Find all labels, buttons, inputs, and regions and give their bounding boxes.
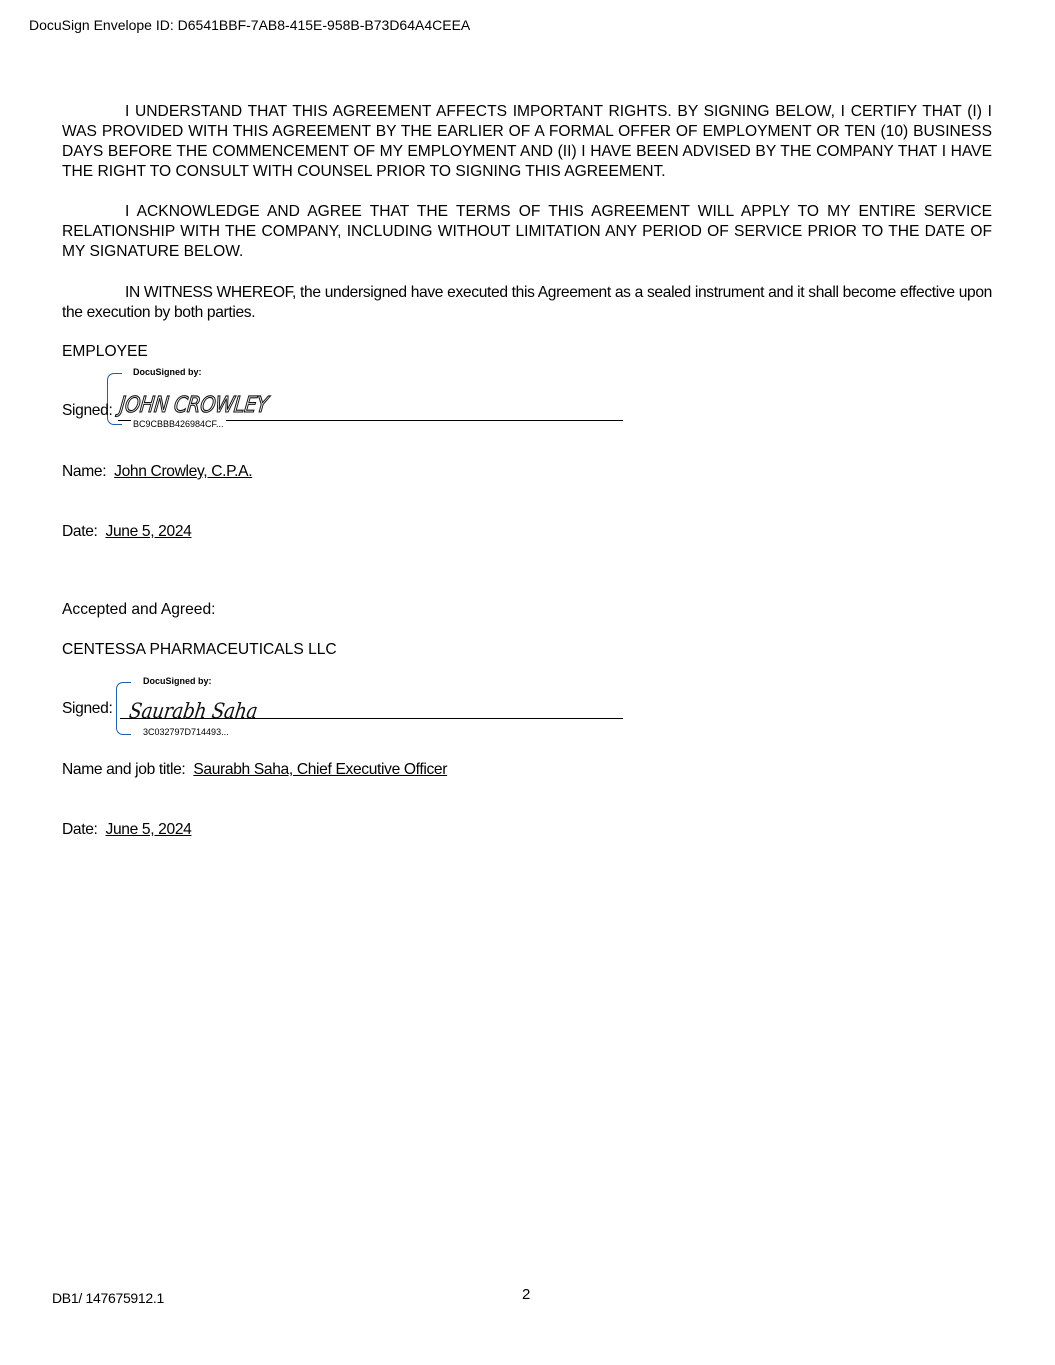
- certification-paragraph: I UNDERSTAND THAT THIS AGREEMENT AFFECTS IMPORTANT RIGHTS. BY SIGNING BELOW, I CERTIFY THAT (I) I WAS PROVIDED WITH THIS AGREEMENT BY THE EARLIER OF A FORMAL OFFER OF EMPLOYMENT OR TEN (10) BUSINESS DAYS BEFORE THE COMMENCEMENT OF MY EMPLOYMENT AND (II) I HAVE BEEN ADVISED BY THE COMPANY THAT I HAVE THE RIGHT TO CONSULT WITH COUNSEL PRIOR TO SIGNING THIS AGREEMENT.: [62, 103, 992, 180]
- document-reference: DB1/ 147675912.1: [52, 1290, 164, 1306]
- employee-name-value: John Crowley, C.P.A.: [114, 463, 253, 480]
- docusigned-by-label: DocuSigned by:: [143, 676, 212, 686]
- company-name-title-label: Name and job title:: [62, 761, 186, 778]
- employee-name-label: Name:: [62, 463, 107, 480]
- company-date-value: June 5, 2024: [105, 821, 192, 838]
- accepted-and-agreed-label: Accepted and Agreed:: [62, 601, 216, 618]
- employee-signature: [118, 384, 289, 422]
- employee-signed-label: Signed:: [62, 402, 113, 419]
- company-signed-label: Signed:: [62, 700, 113, 717]
- witness-paragraph: IN WITNESS WHEREOF, the undersigned have executed this Agreement as a sealed instrument and it shall become effective upon the execution by both parties.: [62, 284, 992, 321]
- acknowledgement-paragraph: I ACKNOWLEDGE AND AGREE THAT THE TERMS OF THIS AGREEMENT WILL APPLY TO MY ENTIRE SERVICE RELATIONSHIP WITH THE COMPANY, INCLUDING WITHOUT LIMITATION ANY PERIOD OF SERVICE PRIOR TO THE DATE OF MY SIGNATURE BELOW.: [62, 203, 992, 260]
- employee-name-row: [62, 463, 252, 481]
- company-name-title-value: Saurabh Saha, Chief Executive Officer: [193, 761, 448, 778]
- company-signature-text: Saurabh Saha: [127, 698, 278, 723]
- company-signature-id: 3C032797D714493...: [143, 727, 229, 737]
- page-number: 2: [522, 1286, 531, 1303]
- employee-date-label: Date:: [62, 523, 98, 540]
- company-date-label: Date:: [62, 821, 98, 838]
- employee-signature-text: JOHN CROWLEY: [118, 393, 289, 418]
- company-signature: [127, 692, 278, 724]
- employee-heading: EMPLOYEE: [62, 343, 148, 360]
- employee-date-row: [62, 523, 191, 541]
- company-name-title-row: [62, 761, 447, 779]
- company-date-row: [62, 821, 191, 839]
- employee-signature-id: BC9CBBB426984CF...: [133, 419, 224, 429]
- docusigned-by-label: DocuSigned by:: [133, 367, 202, 377]
- company-name: CENTESSA PHARMACEUTICALS LLC: [62, 641, 337, 658]
- employee-date-value: June 5, 2024: [105, 523, 192, 540]
- docusign-envelope-id: DocuSign Envelope ID: D6541BBF-7AB8-415E-958B-B73D64A4CEEA: [29, 17, 471, 33]
